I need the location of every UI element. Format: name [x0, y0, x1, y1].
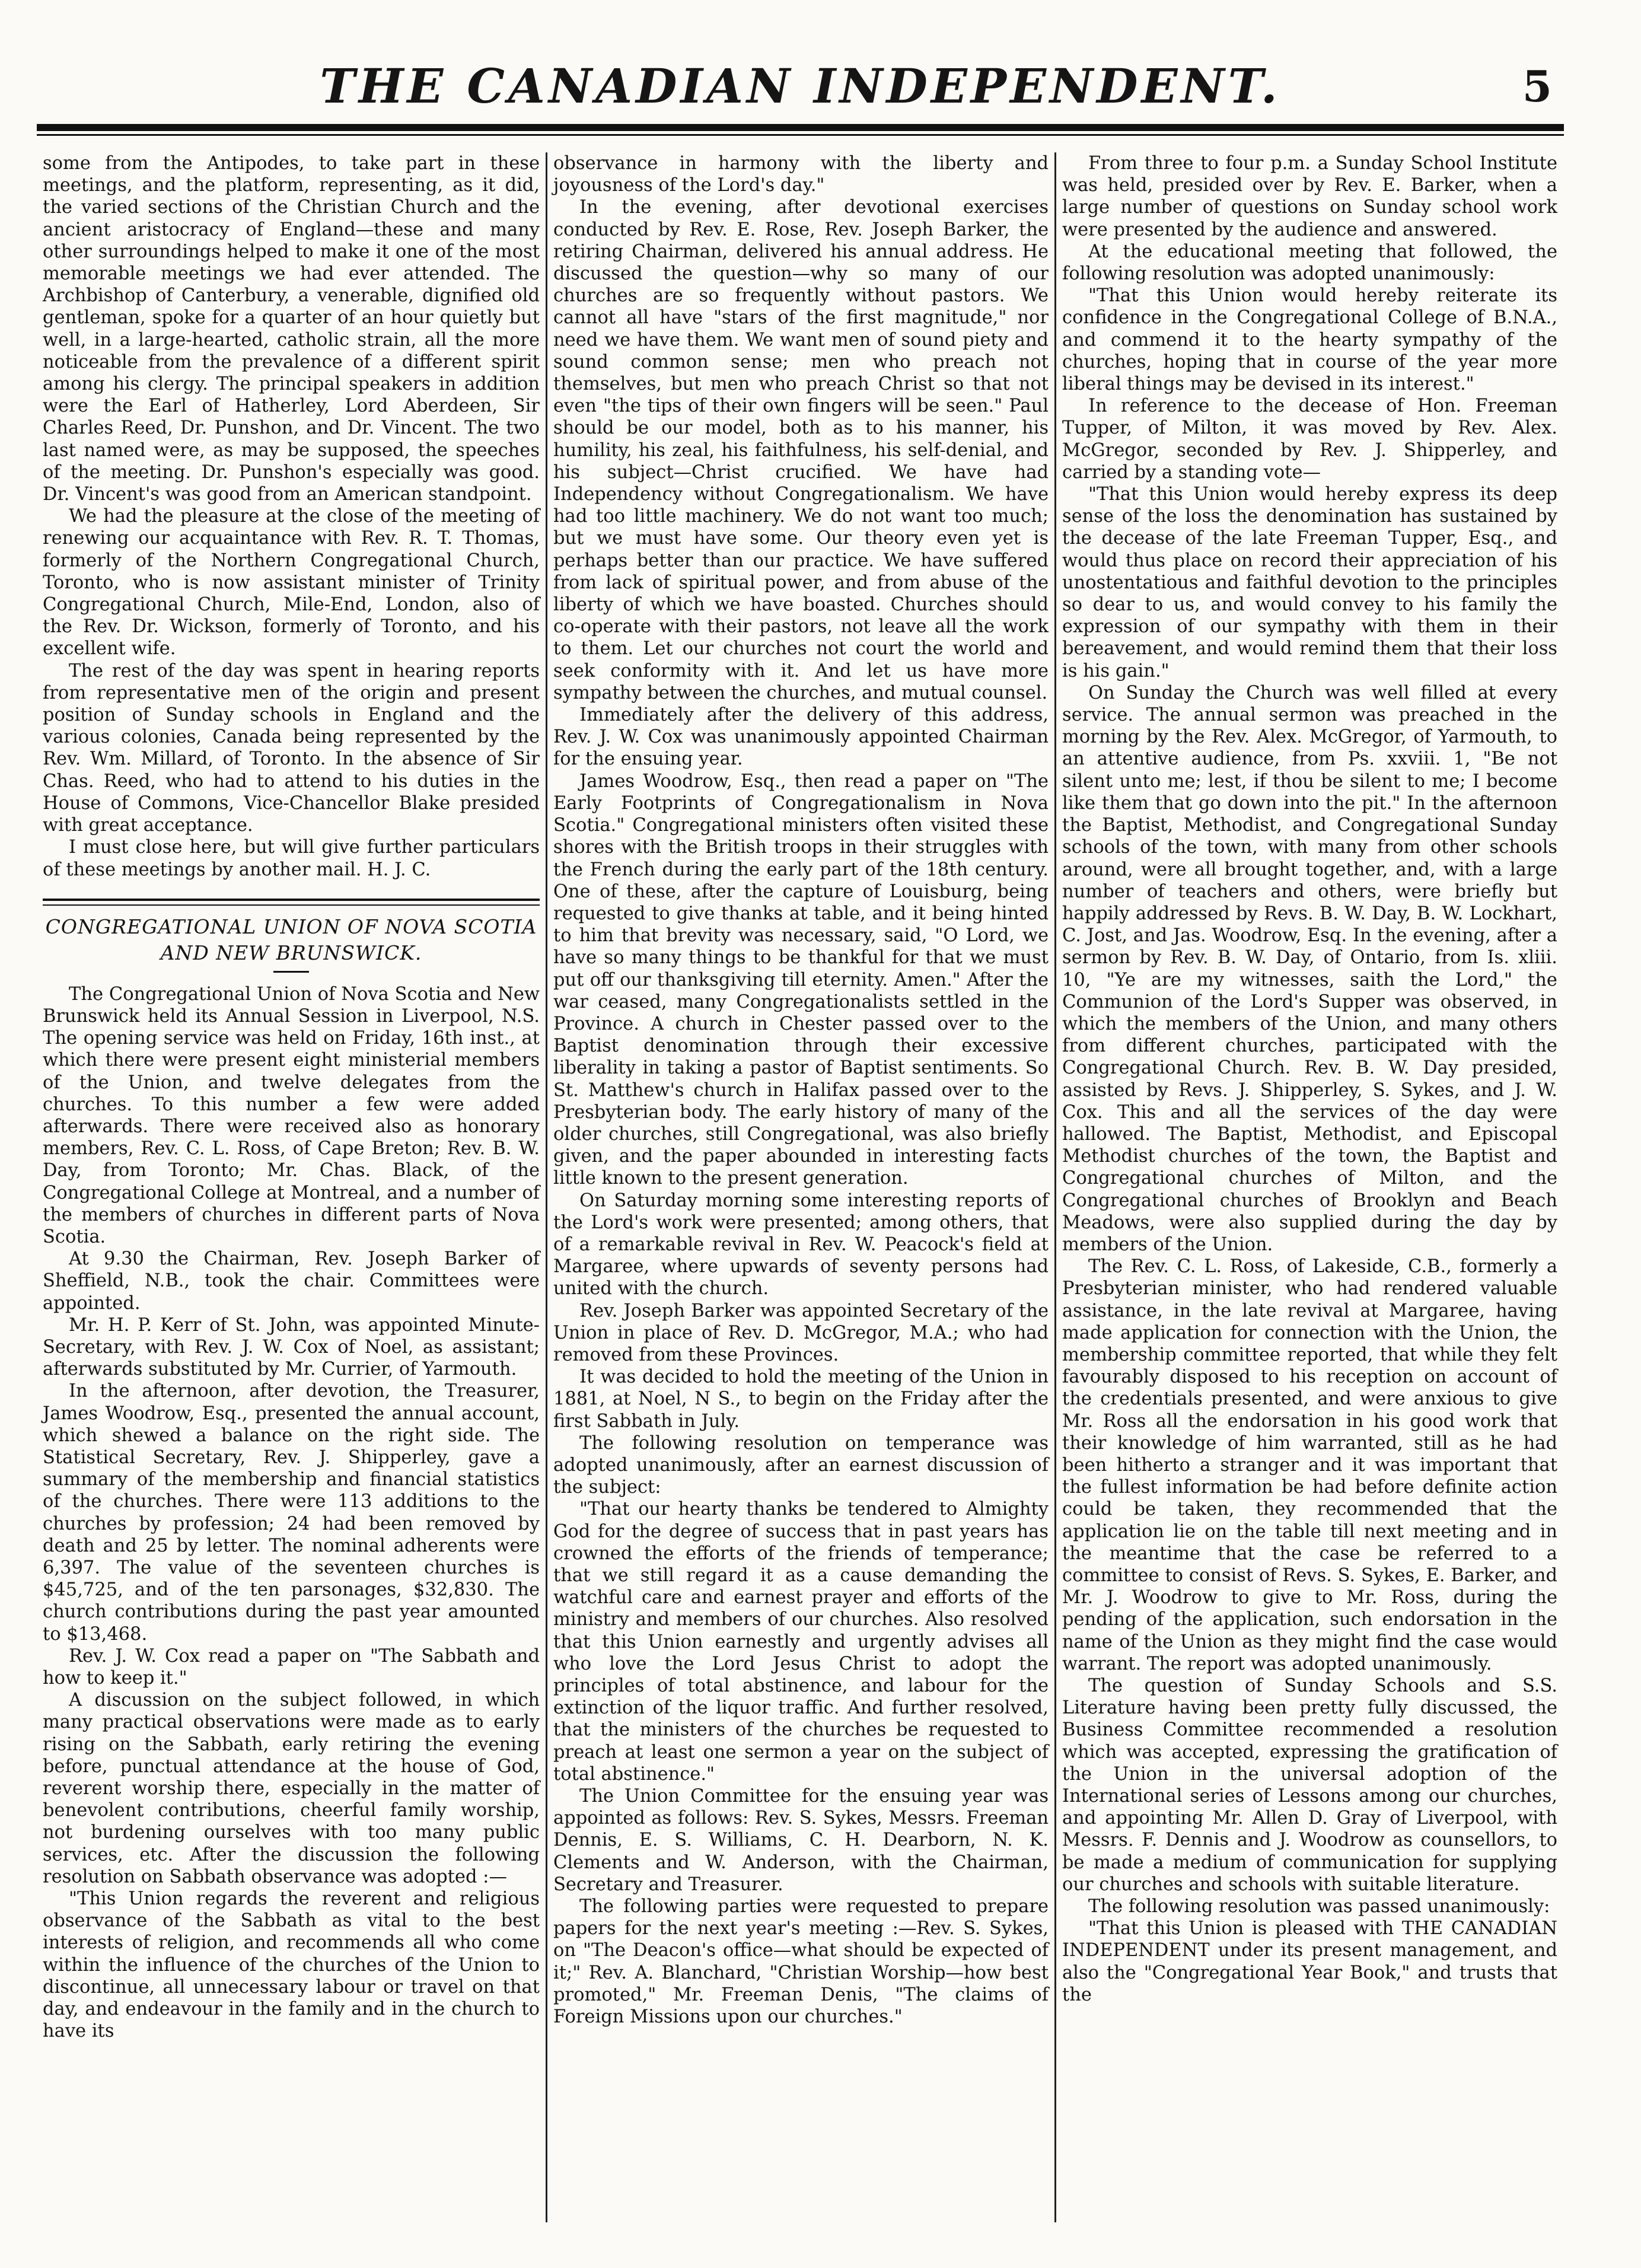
- paragraph: On Sunday the Church was well filled at every service. The annual sermon was preached in the morning by the Rev. Alex. McGregor, of Yarmouth, to an attentive audience, from Ps. xxviii. 1, "Be not silent unto me; lest, if thou be silent to me; I become like them that go down into the pit." In the afternoon the Baptist, Methodist, and Congregational Sunday schools of the town, with many from other schools around, were all brought together, and, with a large number of teachers and others, were briefly but happily addressed by Revs. B. W. Day, B. W. Lockhart, C. Jost, and Jas. Woodrow, Esq. In the evening, after a sermon by Rev. B. W. Day, of Ontario, from Is. xliii. 10, "Ye are my witnesses, saith the Lord," the Communion of the Lord's Supper was observed, in which the members of the Union, and many others from different churches, participated with the Congregational Church. Rev. B. W. Day presided, assisted by Revs. J. Shipperley, S. Sykes, and J. W. Cox. This and all the services of the day were hallowed. The Baptist, Methodist, and Episcopal Methodist churches of the town, the Baptist and Congregational churches of Milton, and the Congregational churches of Brooklyn and Beach Meadows, were also supplied during the day by members of the Union.: [1062, 682, 1557, 1255]
- paragraph: some from the Antipodes, to take part in these meetings, and the platform, representing, as it did, the varied sections of the Christian Church and the ancient aristocracy of England—these and many other surroundings helped to make it one of the most memorable meetings we had ever attended. The Archbishop of Canterbury, a venerable, dignified old gentleman, spoke for a quarter of an hour quietly but well, in a large-hearted, catholic strain, all the more noticeable from the prevalence of a different spirit among his clergy. The principal speakers in addition were the Earl of Hatherley, Lord Aberdeen, Sir Charles Reed, Dr. Punshon, and Dr. Vincent. The two last named were, as may be supposed, the speeches of the meeting. Dr. Punshon's especially was good. Dr. Vincent's was good from an American standpoint.: [43, 153, 540, 505]
- paragraph: The Rev. C. L. Ross, of Lakeside, C.B., formerly a Presbyterian minister, who had rendered valuable assistance, in the late revival at Margaree, having made application for connection with the Union, the membership committee reported, that while they felt favourably disposed to his reception on account of the credentials presented, and were anxious to give Mr. Ross all the endorsation in his good work that their knowledge of him warranted, still as he had been hitherto a stranger and it was important that the fullest information be had before definite action could be taken, they recommended that the application lie on the table till next meeting and in the meantime that the case be referred to a committee to consist of Revs. S. Sykes, E. Barker, and Mr. J. Woodrow to give to Mr. Ross, during the pending of the application, such endorsation in the name of the Union as they might find the case would warrant. The report was adopted unanimously.: [1062, 1256, 1557, 1674]
- paragraph: The following resolution on temperance was adopted unanimously, after an earnest discussion of the subject:: [553, 1432, 1049, 1498]
- section-rule: [43, 899, 540, 901]
- paragraph: The Congregational Union of Nova Scotia and New Brunswick held its Annual Session in Liverpool, N.S. The opening service was held on Friday, 16th inst., at which there were present eight ministerial members of the Union, and twelve delegates from the churches. To this number a few were added afterwards. There were received also as honorary members, Rev. C. L. Ross, of Cape Breton; Rev. B. W. Day, from Toronto; Mr. Chas. Black, of the Congregational College at Montreal, and a number of the members of churches in different parts of Nova Scotia.: [43, 983, 540, 1247]
- paragraph: The following parties were requested to prepare papers for the next year's meeting :—Rev. S. Sykes, on "The Deacon's office—what should be expected of it;" Rev. A. Blanchard, "Christian Worship—how best promoted," Mr. Freeman Denis, "The claims of Foreign Missions upon our churches.": [553, 1896, 1049, 2028]
- paragraph: observance in harmony with the liberty and joyousness of the Lord's day.": [553, 153, 1049, 196]
- heading-divider: [273, 971, 309, 973]
- columns: [37, 152, 1564, 2222]
- paragraph: Immediately after the delivery of this address, Rev. J. W. Cox was unanimously appointed Chairman for the ensuing year.: [553, 705, 1049, 770]
- header-thin-rule: [37, 134, 1564, 136]
- page-header: [37, 52, 1564, 120]
- paragraph: A discussion on the subject followed, in which many practical observations were made as to early rising on the Sabbath, early retiring the evening before, punctual attendance at the house of God, reverent worship there, especially in the matter of benevolent contributions, cheerful family worship, not burdening ourselves with too many public services, etc. After the discussion the following resolution on Sabbath observance was adopted :—: [43, 1690, 540, 1887]
- column-3: [1054, 152, 1563, 2222]
- paragraph: On Saturday morning some interesting reports of the Lord's work were presented; among others, that of a remarkable revival in Rev. W. Peacock's field at Margaree, where upwards of seventy persons had united with the church.: [553, 1190, 1049, 1299]
- paragraph: The question of Sunday Schools and S.S. Literature having been pretty fully discussed, the Business Committee recommended a resolution which was accepted, expressing the gratification of the Union in the universal adoption of the International series of Lessons among our churches, and appointing Mr. Allen D. Gray of Liverpool, with Messrs. F. Dennis and J. Woodrow as counsellors, to be made a medium of communication for supplying our churches and schools with suitable literature.: [1062, 1675, 1557, 1895]
- resolution-paragraph: "That this Union would hereby express its deep sense of the loss the denomination has sustained by the decease of the late Freeman Tupper, Esq., and would thus place on record their appreciation of his unostentatious and faithful devotion to the principles so dear to us, and would convey to his family the expression of our sympathy with them in their bereavement, and would remind them that their loss is his gain.": [1062, 484, 1557, 681]
- paragraph: The following resolution was passed unanimously:: [1088, 1896, 1550, 1917]
- header-thick-rule: [37, 124, 1564, 131]
- paragraph: We had the pleasure at the close of the meeting of renewing our acquaintance with Rev. R. T. Thomas, formerly of the Northern Congregational Church, Toronto, who is now assistant minister of Trinity Congregational Church, Mile-End, London, also of the Rev. Dr. Wickson, formerly of Toronto, and his excellent wife.: [43, 506, 540, 660]
- column-1: [37, 152, 546, 2222]
- paragraph: Rev. J. W. Cox read a paper on "The Sabbath and how to keep it.": [43, 1645, 540, 1689]
- resolution-paragraph: "That this Union is pleased with THE CANADIAN INDEPENDENT under its present management, and also the "Congregational Year Book," and trusts that the: [1062, 1918, 1557, 2005]
- paragraph: Mr. H. P. Kerr of St. John, was appointed Minute-Secretary, with Rev. J. W. Cox of Noel, as assistant; afterwards substituted by Mr. Currier, of Yarmouth.: [43, 1314, 540, 1380]
- paragraph: At the educational meeting that followed, the following resolution was adopted unanimously:: [1062, 241, 1557, 285]
- paragraph: In the afternoon, after devotion, the Treasurer, James Woodrow, Esq., presented the annual account, which shewed a balance on the right side. The Statistical Secretary, Rev. J. Shipperley, gave a summary of the membership and financial statistics of the churches. There were 113 additions to the churches by profession; 24 had been removed by death and 25 by letter. The nominal adherents were 6,397. The value of the seventeen churches is $45,725, and of the ten parsonages, $32,830. The church contributions during the past year amounted to $13,468.: [43, 1381, 540, 1645]
- section-heading: CONGREGATIONAL UNION OF NOVA SCOTIA AND NEW BRUNSWICK.: [45, 915, 537, 964]
- page-number: 5: [1522, 61, 1552, 112]
- paragraph: It was decided to hold the meeting of the Union in 1881, at Noel, N S., to begin on the Friday after the first Sabbath in July.: [553, 1366, 1049, 1432]
- paragraph: James Woodrow, Esq., then read a paper on "The Early Footprints of Congregationalism in Nova Scotia." Congregational ministers often visited these shores with the British troops in their struggles with the French during the early part of the 18th century. One of these, after the capture of Louisburg, being requested to give thanks at table, and it being hinted to him that brevity was necessary, said, "O Lord, we have so many things to be thankful for that we must put off our thanksgiving till eternity. Amen." After the war ceased, many Congregationalists settled in the Province. A church in Chester passed over to the Baptist denomination through their excessive liberality in taking a pastor of Baptist sentiments. So St. Matthew's church in Halifax passed over to the Presbyterian body. The early history of many of the older churches, still Congregational, was also briefly given, and the paper abounded in interesting facts little known to the present generation.: [553, 770, 1049, 1189]
- paragraph: The Union Committee for the ensuing year was appointed as follows: Rev. S. Sykes, Messrs. Freeman Dennis, E. S. Williams, C. H. Dearborn, N. K. Clements and W. Anderson, with the Chairman, Secretary and Treasurer.: [553, 1786, 1049, 1895]
- paragraph: The rest of the day was spent in hearing reports from representative men of the origin and present position of Sunday schools in England and the various colonies, Canada being represented by the Rev. Wm. Millard, of Toronto. In the absence of Sir Chas. Reed, who had to attend to his duties in the House of Commons, Vice-Chancellor Blake presided with great acceptance.: [43, 660, 540, 836]
- resolution-paragraph: "That our hearty thanks be tendered to Almighty God for the degree of success that in past years has crowned the efforts of the friends of temperance; that we still regard it as a cause demanding the watchful care and earnest prayer and efforts of the ministry and members of our churches. Also resolved that this Union earnestly and urgently advises all who love the Lord Jesus Christ to adopt the principles of total abstinence, and labour for the extinction of the liquor traffic. And further resolved, that the ministers of the churches be requested to preach at least one sermon a year on the subject of total abstinence.": [553, 1499, 1049, 1785]
- paragraph: At 9.30 the Chairman, Rev. Joseph Barker of Sheffield, N.B., took the chair. Committees were appointed.: [43, 1248, 540, 1314]
- paragraph: From three to four p.m. a Sunday School Institute was held, presided over by Rev. E. Barker, when a large number of questions on Sunday school work were presented by the audience and answered.: [1062, 153, 1557, 240]
- newspaper-title: THE CANADIAN INDEPENDENT.: [320, 58, 1281, 114]
- section-rule: [43, 904, 540, 906]
- column-2: [546, 152, 1054, 2222]
- paragraph: In the evening, after devotional exercises conducted by Rev. E. Rose, Rev. Joseph Barker, the retiring Chairman, delivered his annual address. He discussed the question—why so many of our churches are so frequently without pastors. We cannot all have "stars of the first magnitude," nor need we have them. We want men of sound piety and sound common sense; men who preach not themselves, but men who preach Christ so that not even "the tips of their own fingers will be seen." Paul should be our model, both as to his manner, his humility, his zeal, his faithfulness, his self-denial, and his subject—Christ crucified. We have had Independency without Congregationalism. We have had too little machinery. We do not want too much; but we must have some. Our theory even yet is perhaps better than our practice. We have suffered from lack of spiritual power, and from abuse of the liberty of which we have boasted. Churches should co-operate with their pastors, not leave all the work to them. Let our churches not court the world and seek conformity with it. And let us have more sympathy between the churches, and mutual counsel.: [553, 197, 1049, 703]
- closing-paragraph: I must close here, but will give further particulars of these meetings by another mail. H. J. C.: [43, 837, 540, 880]
- paragraph: In reference to the decease of Hon. Freeman Tupper, of Milton, it was moved by Rev. Alex. McGregor, seconded by Rev. J. Shipperley, and carried by a standing vote—: [1062, 396, 1557, 483]
- resolution-paragraph: "This Union regards the reverent and religious observance of the Sabbath as vital to the best interests of religion, and recommends all who come within the influence of the churches of the Union to discontinue, all unnecessary labour or travel on that day, and endeavour in the family and in the church to have its: [43, 1888, 540, 2042]
- resolution-paragraph: "That this Union would hereby reiterate its confidence in the Congregational College of B.N.A., and commend it to the hearty sympathy of the churches, hoping that in course of the year more liberal things may be devised in its interest.": [1062, 285, 1557, 395]
- paragraph: Rev. Joseph Barker was appointed Secretary of the Union in place of Rev. D. McGregor, M.A.; who had removed from these Provinces.: [553, 1300, 1049, 1365]
